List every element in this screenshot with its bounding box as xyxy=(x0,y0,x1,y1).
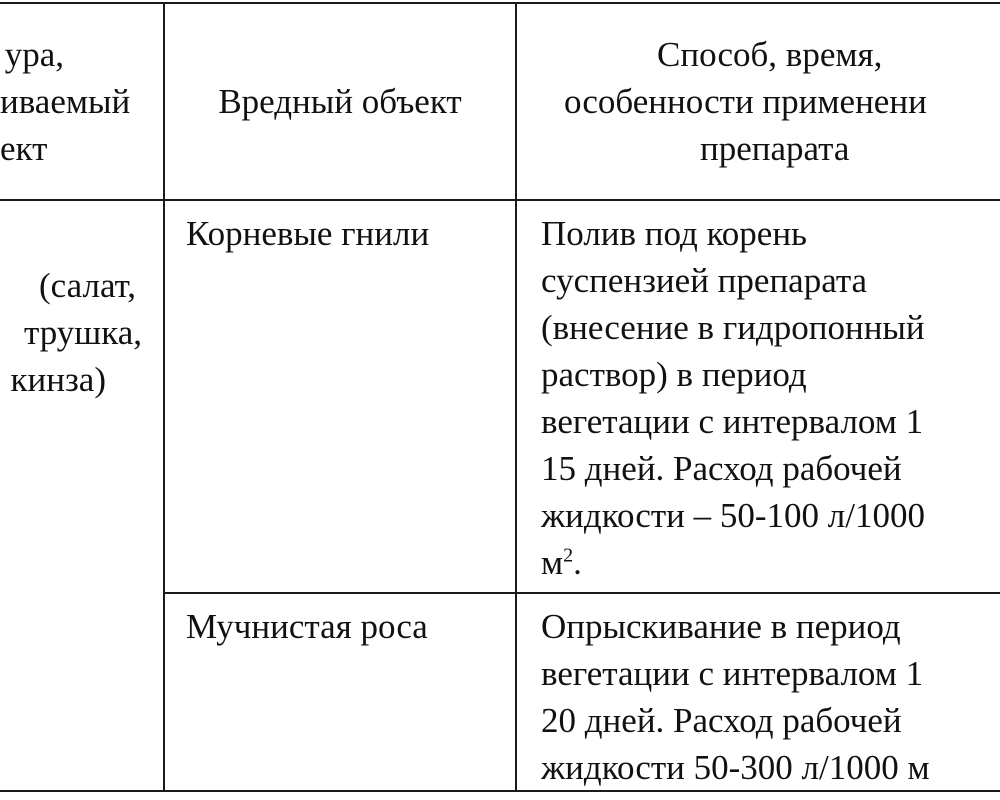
row2-method-line: 20 дней. Расход рабочей xyxy=(541,701,902,740)
header-method-line: препарата xyxy=(700,129,850,168)
header-pest-label: Вредный объект xyxy=(218,82,462,121)
row1-pest-label: Корневые гнили xyxy=(186,214,430,253)
header-method-line: Способ, время, xyxy=(657,35,883,74)
header-culture-line: иваемый xyxy=(0,82,131,121)
header-culture-line: ура, xyxy=(4,35,64,74)
row1-method-line: вегетации с интервалом 1 xyxy=(541,402,924,441)
header-culture-line: ект xyxy=(0,129,48,168)
header-method xyxy=(517,4,1000,199)
row1-method-line: жидкости – 50-100 л/1000 xyxy=(541,496,925,535)
header-bottom-border xyxy=(0,199,1000,201)
header-pest xyxy=(165,4,515,199)
row2-pest xyxy=(186,603,511,663)
row2-method xyxy=(541,603,1000,790)
row1-method-line: суспензией препарата xyxy=(541,261,868,300)
header-method-line: особенности применени xyxy=(564,82,927,121)
table-bottom-border xyxy=(0,790,1000,792)
row1-culture xyxy=(0,262,160,402)
unit-tail: . xyxy=(573,543,582,582)
row-divider xyxy=(163,592,1000,594)
row1-method-line: (внесение в гидропонный xyxy=(541,308,925,347)
row1-culture-line: кинза) xyxy=(10,360,106,399)
row1-method-unit-line xyxy=(541,539,1000,586)
unit-text: м xyxy=(541,543,564,582)
header-culture xyxy=(0,4,150,199)
row1-method xyxy=(541,210,1000,590)
row2-pest-label: Мучнистая роса xyxy=(186,607,428,646)
row1-culture-line: (салат, xyxy=(39,266,136,305)
row1-method-line: Полив под корень xyxy=(541,214,808,253)
row1-culture-line: трушка, xyxy=(24,313,142,352)
row2-method-line: Опрыскивание в период xyxy=(541,607,901,646)
unit-superscript: 2 xyxy=(563,544,574,567)
row1-method-line: 15 дней. Расход рабочей xyxy=(541,449,902,488)
row1-pest xyxy=(186,210,511,270)
row2-method-line: жидкости 50-300 л/1000 м xyxy=(541,748,930,787)
row1-method-line: раствор) в период xyxy=(541,355,807,394)
row2-method-line: вегетации с интервалом 1 xyxy=(541,654,924,693)
